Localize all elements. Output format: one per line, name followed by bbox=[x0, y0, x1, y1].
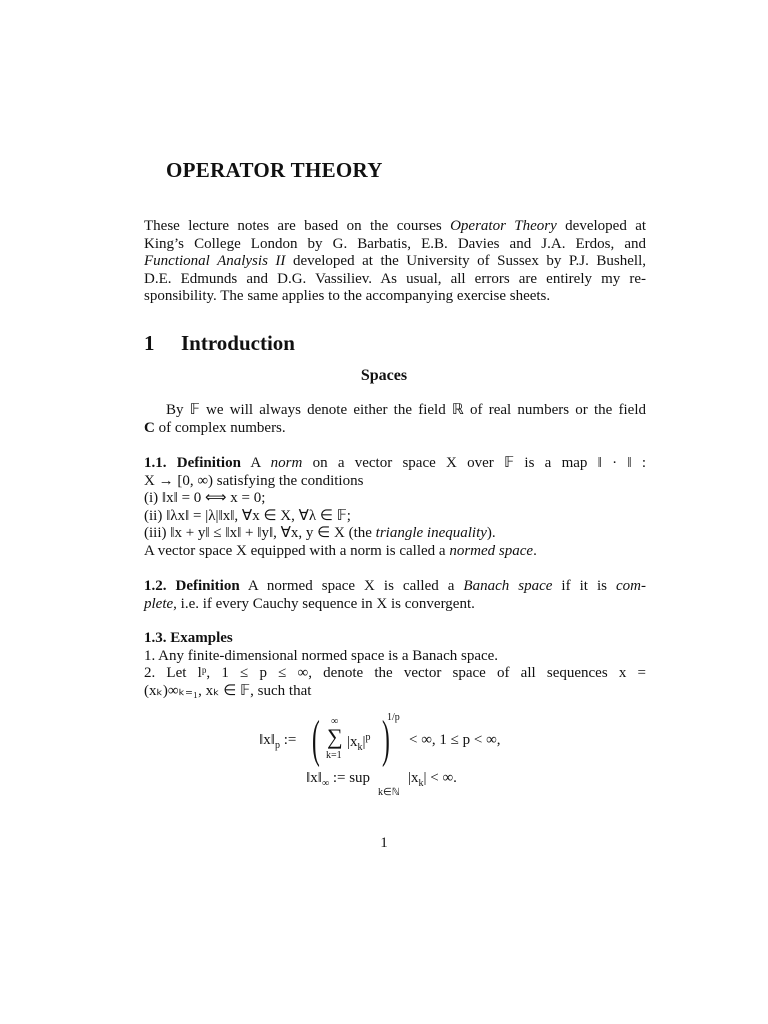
intro-line-1: These lecture notes are based on the courses Operator Theory developed at bbox=[144, 218, 647, 234]
page-number: 1 bbox=[380, 835, 388, 851]
sup-subscript: k∈ℕ bbox=[378, 787, 400, 798]
definition-1-2 bbox=[144, 578, 646, 613]
sum-body: $|x_k|^p$ bbox=[347, 732, 371, 753]
def-1-2-line-1: 1.2. Definition A normed space X is called a Banach space if it is com- bbox=[144, 578, 646, 594]
left-paren: ( bbox=[312, 711, 320, 768]
def-1-1-condition-2: (ii) ‖λx‖ = |λ|‖x‖, ∀x ∈ X, ∀λ ∈ 𝔽; bbox=[144, 507, 351, 524]
spaces-line-2: C of complex numbers. bbox=[144, 419, 286, 436]
sum-symbol: ∑ bbox=[327, 724, 343, 749]
spaces-paragraph bbox=[144, 402, 646, 437]
def-1-1-line-2: X → [0, ∞) satisfying the conditions bbox=[144, 472, 364, 489]
def-1-2-line-2: plete, i.e. if every Cauchy sequence in X is convergent. bbox=[144, 595, 475, 612]
def-1-1-condition-1: (i) ‖x‖ = 0 ⟺ x = 0; bbox=[144, 490, 266, 507]
intro-italic-functional-analysis: Functional Analysis II bbox=[144, 253, 286, 270]
examples-label: 1.3. Examples bbox=[144, 630, 233, 646]
def-1-1-label: 1.1. Definition bbox=[144, 455, 241, 471]
complex-field-symbol: C bbox=[144, 419, 155, 436]
lp-norm-lhs: $‖x‖_p$ := bbox=[259, 732, 297, 751]
intro-paragraph bbox=[144, 218, 646, 306]
section-number: 1 bbox=[144, 331, 155, 355]
sup-norm-lhs: $‖x‖_\infty$ := sup bbox=[306, 770, 371, 789]
example-item-2-line-2: (xₖ)∞ₖ₌₁, xₖ ∈ 𝔽, such that bbox=[144, 682, 312, 699]
spaces-line-1: By 𝔽 we will always denote either the field ℝ of real numbers or the field bbox=[166, 402, 646, 418]
sum-lower-limit: k=1 bbox=[326, 750, 342, 761]
examples-1-3 bbox=[144, 630, 646, 700]
intro-line-4: D.E. Edmunds and D.G. Vassiliev. As usual, all errors are entirely my re- bbox=[144, 270, 646, 287]
sup-norm-rhs: $|x_k|$ < ∞. bbox=[408, 770, 457, 789]
def-1-2-label: 1.2. Definition bbox=[144, 578, 240, 594]
intro-line-2: King’s College London by G. Barbatis, E.B. Davies and J.A. Erdos, and bbox=[144, 235, 646, 252]
document-title: OPERATOR THEORY bbox=[166, 158, 383, 182]
subsection-title: Spaces bbox=[360, 367, 408, 384]
sup-norm-formula bbox=[306, 770, 476, 802]
outer-exponent: 1/p bbox=[387, 712, 400, 723]
lp-norm-rhs: < ∞, 1 ≤ p < ∞, bbox=[409, 732, 501, 748]
example-item-1: 1. Any finite-dimensional normed space is a Banach space. bbox=[144, 647, 499, 664]
def-1-1-line-1: 1.1. Definition A norm on a vector space X over 𝔽 is a map ‖ · ‖ : bbox=[144, 455, 647, 471]
definition-1-1 bbox=[144, 455, 646, 561]
intro-italic-operator-theory: Operator Theory bbox=[450, 218, 557, 234]
def-1-1-condition-3: (iii) ‖x + y‖ ≤ ‖x‖ + ‖y‖, ∀x, y ∈ X (the triangle inequality). bbox=[144, 525, 496, 542]
intro-line-3: Functional Analysis II developed at the University of Sussex by P.J. Bushell, bbox=[144, 253, 647, 270]
intro-line-5: sponsibility. The same applies to the accompanying exercise sheets. bbox=[144, 288, 551, 305]
example-item-2-line-1: 2. Let lᵖ, 1 ≤ p ≤ ∞, denote the vector space of all sequences x = bbox=[144, 665, 646, 682]
lp-norm-formula bbox=[259, 712, 549, 774]
right-paren: ) bbox=[382, 711, 390, 768]
def-1-1-final: A vector space X equipped with a norm is called a normed space. bbox=[144, 542, 537, 559]
section-title: Introduction bbox=[181, 331, 295, 355]
sum-upper-limit: ∞ bbox=[331, 716, 339, 727]
